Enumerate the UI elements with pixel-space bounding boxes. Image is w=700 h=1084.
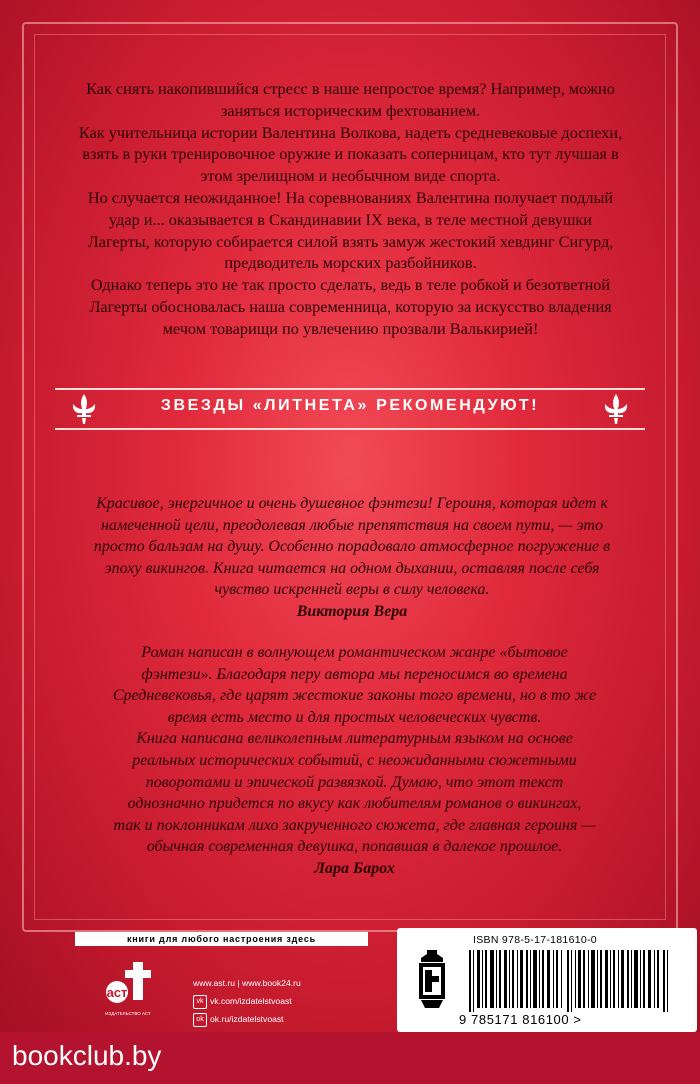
book-blurb bbox=[78, 78, 623, 340]
blurb-paragraph: Как снять накопившийся стресс в наше непростое время? Например, можно заняться историческим фехтованием. bbox=[86, 79, 615, 120]
website-links[interactable]: www.ast.ru | www.book24.ru bbox=[193, 978, 301, 988]
isbn-number: ISBN 978-5-17-181610-0 bbox=[473, 934, 597, 946]
vk-icon: vk bbox=[193, 995, 207, 1009]
ok-link[interactable] bbox=[193, 1010, 301, 1028]
lantern-icon bbox=[415, 950, 449, 1008]
logo-subtext: ИЗДАТЕЛЬСТВО АСТ bbox=[105, 1011, 151, 1016]
blurb-paragraph: Как учительница истории Валентина Волкова, надеть средневековые доспехи, взять в руки тренировочное оружие и показать соперницам, кто тут лучшая в этом зрелищном и необычном виде спорта. bbox=[78, 122, 623, 186]
publisher-slogan: книги для любого настроения здесь bbox=[75, 932, 368, 946]
vk-link-text: vk.com/izdatelstvoast bbox=[210, 996, 292, 1006]
review-author: Виктория Вера bbox=[296, 602, 408, 620]
fleur-de-lis-icon bbox=[601, 392, 631, 426]
banner-bottom-line bbox=[55, 428, 645, 430]
review-text: Роман написан в волнующем романтическом жанре «бытовое фэнтези». Благодаря перу автора мы переносимся во времена Средневековья, где царят жестокие законы того времени, но в то же время есть место и для простых человеческих чувств. bbox=[112, 644, 597, 726]
banner-text: ЗВЕЗДЫ «ЛИТНЕТА» РЕКОМЕНДУЮТ! bbox=[160, 397, 540, 414]
ok-icon: ok bbox=[193, 1013, 207, 1027]
banner-top-line bbox=[55, 388, 645, 390]
review-author: Лара Барох bbox=[314, 859, 395, 877]
watermark-bar bbox=[0, 1032, 700, 1084]
blurb-paragraph: Но случается неожиданное! На соревнованиях Валентина получает подлый удар и... оказывается в Скандинавии IX века, в теле местной девушки Лагерты, которую собирается силой взять замуж жестокий хевдинг Сигурд, предводитель морских разбойников. bbox=[87, 187, 614, 273]
watermark-text: bookclub.by bbox=[12, 1040, 162, 1071]
barcode-digits: 9 785171 816100 > bbox=[459, 1012, 582, 1027]
review-text: Красивое, энергичное и очень душевное фэнтези! Героиня, которая идет к намеченной цели, преодолевая любые препятствия на своем пути, — это просто бальзам на душу. Особенно порадовало атмосферное погружение в эпоху викингов. Книга читается на одном дыхании, оставляя после себя чувство искренней веры в силу человека. bbox=[93, 495, 611, 599]
logo-text: аст bbox=[106, 985, 128, 1000]
isbn-barcode-box bbox=[397, 928, 697, 1032]
review-viktoria-vera bbox=[92, 493, 612, 623]
blurb-paragraph: Однако теперь это не так просто сделать, ведь в теле робкой и безответной Лагерты обосновалась наша современница, которую за искусство владения мечом товарищи по увлечению прозвали Валькирией! bbox=[89, 275, 612, 338]
recommendation-banner bbox=[55, 388, 645, 430]
ok-link-text: ok.ru/izdatelstvoast bbox=[210, 1014, 284, 1024]
review-lara-barokh bbox=[112, 642, 597, 880]
cover-footer bbox=[75, 932, 635, 1032]
review-text: Книга написана великолепным литературным языком на основе реальных исторических событий, с неожиданными сюжетными поворотами и эпической развязкой. Думаю, что этот текст однозначно придется по вкусу как любителям романов о викингах, так и поклонникам лихо закрученного сюжета, где главная героиня — обычная современная девушка, попавшая в далекое прошлое. bbox=[113, 730, 596, 856]
barcode-icon bbox=[469, 950, 674, 1012]
ast-logo bbox=[93, 958, 163, 1020]
vk-link[interactable] bbox=[193, 992, 301, 1010]
publisher-links bbox=[193, 974, 301, 1028]
